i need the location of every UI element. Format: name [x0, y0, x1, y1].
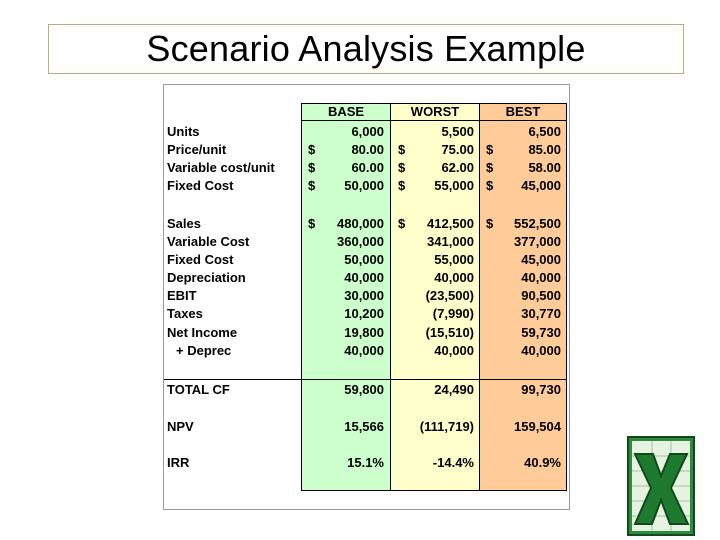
worst-value: 55,000 — [434, 178, 474, 193]
best-value: 58.00 — [528, 160, 561, 175]
best-value: 90,500 — [521, 288, 561, 303]
base-value: 80.00 — [351, 142, 384, 157]
base-value: 15,566 — [344, 419, 384, 434]
row-label: Sales — [167, 216, 201, 231]
base-value: 19,800 — [344, 325, 384, 340]
best-value: 6,500 — [528, 124, 561, 139]
worst-value: (23,500) — [425, 288, 474, 303]
worst-value: 40,000 — [434, 270, 474, 285]
best-value: 30,770 — [521, 306, 561, 321]
base-value: 360,000 — [337, 234, 384, 249]
currency-symbol: $ — [486, 178, 494, 193]
row-label: TOTAL CF — [167, 382, 230, 397]
currency-symbol: $ — [308, 160, 316, 175]
worst-value: 75.00 — [441, 142, 474, 157]
best-value: 40,000 — [521, 270, 561, 285]
currency-symbol: $ — [308, 178, 316, 193]
header-best: BEST — [505, 104, 541, 119]
row-label: Units — [167, 124, 200, 139]
base-value: 40,000 — [344, 343, 384, 358]
best-value: 85.00 — [528, 142, 561, 157]
currency-symbol: $ — [398, 216, 406, 231]
header-worst: WORST — [410, 104, 460, 119]
worst-value: -14.4% — [432, 455, 474, 470]
best-value: 377,000 — [514, 234, 561, 249]
currency-symbol: $ — [486, 216, 494, 231]
slide-title: Scenario Analysis Example — [146, 28, 586, 69]
currency-symbol: $ — [398, 160, 406, 175]
best-value: 40,000 — [521, 343, 561, 358]
row-label: Depreciation — [167, 270, 246, 285]
row-label: NPV — [167, 419, 194, 434]
worst-value: 55,000 — [434, 252, 474, 267]
worst-value: 40,000 — [434, 343, 474, 358]
currency-symbol: $ — [308, 216, 316, 231]
row-label: EBIT — [167, 288, 197, 303]
worst-value: 24,490 — [434, 382, 474, 397]
currency-symbol: $ — [486, 160, 494, 175]
row-label: Net Income — [167, 325, 238, 340]
base-value: 40,000 — [344, 270, 384, 285]
row-label: Variable Cost — [167, 234, 250, 249]
base-value: 10,200 — [344, 306, 384, 321]
slide-title-box — [48, 24, 684, 74]
base-value: 480,000 — [337, 216, 384, 231]
best-value: 45,000 — [521, 178, 561, 193]
currency-symbol: $ — [308, 142, 316, 157]
row-label: Taxes — [167, 306, 203, 321]
row-label: Price/unit — [167, 142, 227, 157]
best-value: 40.9% — [524, 455, 561, 470]
base-value: 59,800 — [344, 382, 384, 397]
worst-value: 341,000 — [427, 234, 474, 249]
base-value: 6,000 — [351, 124, 384, 139]
row-label: Fixed Cost — [167, 178, 234, 193]
best-value: 59,730 — [521, 325, 561, 340]
scenario-spreadsheet — [163, 84, 570, 510]
base-value: 50,000 — [344, 252, 384, 267]
best-value: 99,730 — [521, 382, 561, 397]
base-value: 60.00 — [351, 160, 384, 175]
worst-value: 412,500 — [427, 216, 474, 231]
currency-symbol: $ — [398, 142, 406, 157]
best-value: 159,504 — [514, 419, 561, 434]
base-value: 50,000 — [344, 178, 384, 193]
best-value: 552,500 — [514, 216, 561, 231]
row-label: Fixed Cost — [167, 252, 234, 267]
worst-value: (15,510) — [425, 325, 474, 340]
total-divider — [164, 379, 567, 380]
excel-icon — [627, 436, 695, 536]
base-value: 15.1% — [347, 455, 384, 470]
worst-value: 62.00 — [441, 160, 474, 175]
base-value: 30,000 — [344, 288, 384, 303]
row-label: + Deprec — [176, 343, 232, 358]
row-label: Variable cost/unit — [167, 160, 275, 175]
worst-value: 5,500 — [441, 124, 474, 139]
currency-symbol: $ — [486, 142, 494, 157]
header-base: BASE — [327, 104, 365, 119]
currency-symbol: $ — [398, 178, 406, 193]
best-value: 45,000 — [521, 252, 561, 267]
worst-value: (111,719) — [419, 419, 474, 434]
worst-value: (7,990) — [432, 306, 474, 321]
row-label: IRR — [167, 455, 190, 470]
